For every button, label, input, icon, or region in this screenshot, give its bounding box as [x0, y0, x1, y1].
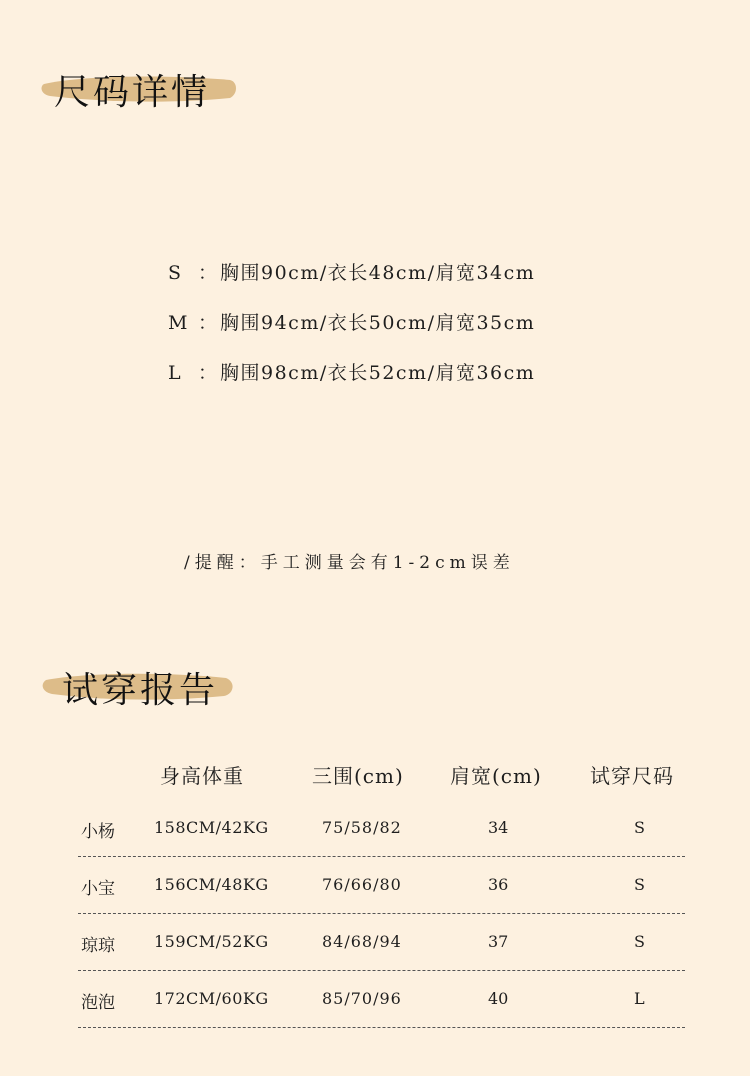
row-height-weight: 158CM/42KG	[154, 818, 269, 837]
row-name: 小杨	[81, 822, 115, 842]
table-row	[78, 971, 685, 1028]
try-on-report-heading	[40, 660, 240, 710]
row-shoulder: 40	[488, 989, 509, 1008]
row-shoulder: 34	[488, 818, 509, 837]
try-on-report-title: 试穿报告	[62, 670, 219, 711]
row-height-weight: 156CM/48KG	[154, 875, 269, 894]
row-name: 泡泡	[81, 993, 115, 1013]
header-height-weight: 身高体重	[160, 764, 244, 788]
row-height-weight: 172CM/60KG	[154, 989, 269, 1008]
table-row	[78, 857, 685, 914]
row-size: S	[634, 875, 645, 894]
row-measurements: 85/70/96	[322, 989, 402, 1008]
size-list	[168, 256, 535, 406]
row-shoulder: 37	[488, 932, 509, 951]
size-sep: ：	[198, 312, 219, 334]
row-shoulder: 36	[488, 875, 509, 894]
size-key: S	[168, 262, 183, 284]
row-size: L	[634, 989, 645, 1008]
size-value: 胸围98cm/衣长52cm/肩宽36cm	[220, 362, 536, 384]
row-size: S	[634, 818, 645, 837]
header-size: 试穿尺码	[590, 764, 674, 788]
row-height-weight: 159CM/52KG	[154, 932, 269, 951]
row-size: S	[634, 932, 645, 951]
measurement-note: /提醒：手工测量会有1-2cm误差	[184, 553, 515, 573]
size-line-l	[168, 356, 535, 406]
size-details-title: 尺码详情	[54, 72, 211, 113]
row-name: 琼琼	[81, 936, 115, 956]
size-value: 胸围94cm/衣长50cm/肩宽35cm	[220, 312, 536, 334]
size-line-m	[168, 306, 535, 356]
row-measurements: 75/58/82	[322, 818, 402, 837]
row-measurements: 76/66/80	[322, 875, 402, 894]
table-header	[78, 752, 685, 800]
row-measurements: 84/68/94	[322, 932, 402, 951]
size-sep: ：	[198, 362, 219, 384]
size-key: M	[168, 312, 189, 334]
row-name: 小宝	[81, 879, 115, 899]
size-sep: ：	[198, 262, 219, 284]
size-key: L	[168, 362, 183, 384]
size-details-heading	[40, 62, 240, 112]
try-on-table	[78, 752, 685, 1028]
header-shoulder: 肩宽(cm)	[450, 764, 542, 788]
size-line-s	[168, 256, 535, 306]
size-value: 胸围90cm/衣长48cm/肩宽34cm	[220, 262, 536, 284]
table-row	[78, 800, 685, 857]
table-row	[78, 914, 685, 971]
header-measurements: 三围(cm)	[312, 764, 404, 788]
